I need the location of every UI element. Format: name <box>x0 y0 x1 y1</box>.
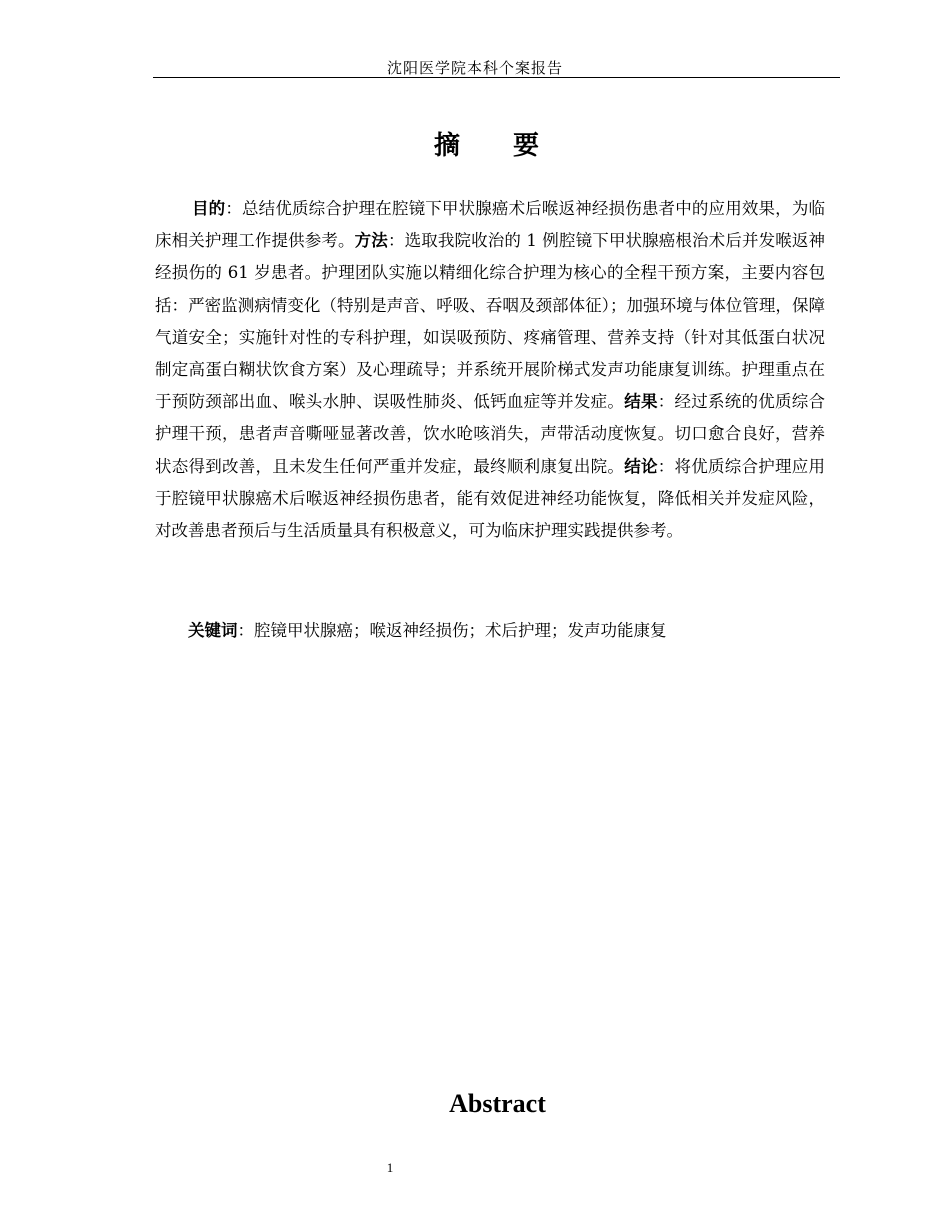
conclusion-label: 结论 <box>624 456 658 476</box>
result-label: 结果 <box>624 392 658 412</box>
abstract-cn-body <box>155 193 825 547</box>
keywords-text: ：腔镜甲状腺癌；喉返神经损伤；术后护理；发声功能康复 <box>237 621 667 640</box>
running-header: 沈阳医学院本科个案报告 <box>386 59 563 77</box>
keywords-label: 关键词 <box>188 621 238 640</box>
page-number: 1 <box>386 1160 394 1175</box>
method-label: 方法 <box>354 231 388 251</box>
abstract-en-title: Abstract <box>449 1089 546 1118</box>
objective-text: ：总结优质综合护理在腔镜下甲状腺癌术后喉返神经损伤患者中的应用效果，为临床相关护理工作提供参考。 <box>155 199 826 251</box>
objective-label: 目的 <box>192 199 226 218</box>
abstract-cn-title: 摘 要 <box>433 131 562 161</box>
result-text: ：经过系统的优质综合护理干预，患者声音嘶哑显著改善，饮水呛咳消失，声带活动度恢复。切口愈合良好，营养状态得到改善，且未发生任何严重并发症，最终顺利康复出院。 <box>155 392 826 476</box>
header-rule <box>153 77 840 78</box>
method-text: ：选取我院收治的 1 例腔镜下甲状腺癌根治术后并发喉返神经损伤的 61 岁患者。护理团队实施以精细化综合护理为核心的全程干预方案，主要内容包括：严密监测病情变化（特别是声音、呼吸、吞咽及颈部体征）；加强环境与体位管理，保障气道安全；实施针对性的专科护理，如误吸预防、疼痛管理、营养支持（针对其低蛋白状况制定高蛋白糊状饮食方案）及心理疏导；并系统开展阶梯式发声功能康复训练。护理重点在于预防颈部出血、喉头水肿、误吸性肺炎、低钙血症等并发症。 <box>155 231 826 412</box>
conclusion-text: ：将优质综合护理应用于腔镜甲状腺癌术后喉返神经损伤患者，能有效促进神经功能恢复，降低相关并发症风险，对改善患者预后与生活质量具有积极意义，可为临床护理实践提供参考。 <box>155 456 826 541</box>
keywords-line <box>155 615 825 647</box>
